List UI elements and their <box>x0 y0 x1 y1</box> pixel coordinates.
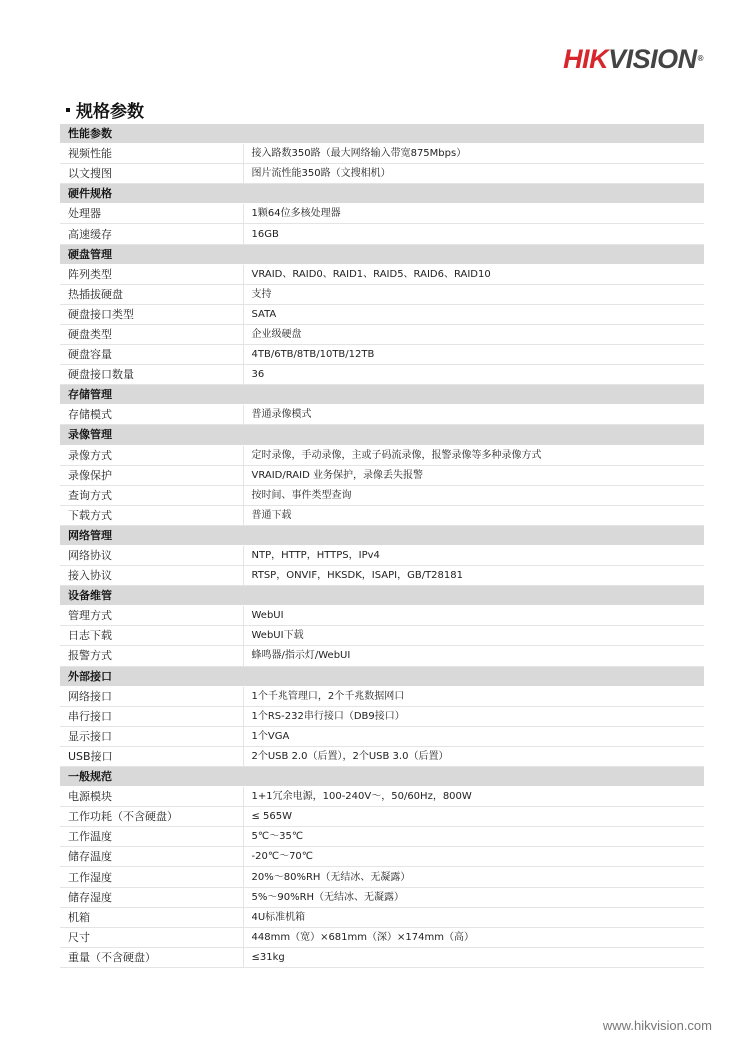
spec-label: 以文搜图 <box>60 164 243 184</box>
spec-row <box>60 365 704 385</box>
spec-group-title: 外部接口 <box>60 666 704 686</box>
spec-value: ≤31kg <box>243 947 704 967</box>
spec-row <box>60 827 704 847</box>
spec-row <box>60 345 704 365</box>
spec-group-header <box>60 184 704 204</box>
spec-row <box>60 807 704 827</box>
spec-value: 图片流性能350路（文搜相机） <box>243 164 704 184</box>
spec-row <box>60 686 704 706</box>
spec-label: 电源模块 <box>60 787 243 807</box>
spec-table-body <box>60 124 704 967</box>
spec-value: 5℃～35℃ <box>243 827 704 847</box>
spec-group-title: 性能参数 <box>60 124 704 144</box>
spec-label: 储存湿度 <box>60 887 243 907</box>
spec-label: 报警方式 <box>60 646 243 666</box>
spec-label: 接入协议 <box>60 566 243 586</box>
spec-value: 按时间、事件类型查询 <box>243 485 704 505</box>
spec-group-title: 设备维管 <box>60 586 704 606</box>
spec-group-title: 录像管理 <box>60 425 704 445</box>
spec-row <box>60 626 704 646</box>
spec-value: 1个千兆管理口，2个千兆数据网口 <box>243 686 704 706</box>
spec-row <box>60 164 704 184</box>
spec-label: 串行接口 <box>60 706 243 726</box>
spec-row <box>60 465 704 485</box>
spec-value: 企业级硬盘 <box>243 324 704 344</box>
spec-row <box>60 224 704 244</box>
spec-row <box>60 706 704 726</box>
spec-label: 阵列类型 <box>60 264 243 284</box>
spec-group-header <box>60 586 704 606</box>
spec-value: 接入路数350路（最大网络输入带宽875Mbps） <box>243 144 704 164</box>
spec-value: WebUI下载 <box>243 626 704 646</box>
spec-label: 储存温度 <box>60 847 243 867</box>
spec-group-title: 硬盘管理 <box>60 244 704 264</box>
spec-row <box>60 264 704 284</box>
spec-group-header <box>60 767 704 787</box>
spec-row <box>60 847 704 867</box>
spec-row <box>60 726 704 746</box>
spec-value: 448mm（宽）×681mm（深）×174mm（高） <box>243 927 704 947</box>
spec-label: 网络协议 <box>60 545 243 565</box>
spec-value: 1+1冗余电源，100-240V～，50/60Hz，800W <box>243 787 704 807</box>
spec-label: 工作温度 <box>60 827 243 847</box>
logo-red-text: HIK <box>563 44 609 74</box>
spec-group-header <box>60 525 704 545</box>
spec-row <box>60 405 704 425</box>
spec-row <box>60 545 704 565</box>
bullet-icon <box>66 108 70 112</box>
spec-group-title: 一般规范 <box>60 767 704 787</box>
section-title-text: 规格参数 <box>76 102 144 122</box>
spec-value: 36 <box>243 365 704 385</box>
spec-group-header <box>60 124 704 144</box>
spec-label: 录像保护 <box>60 465 243 485</box>
spec-label: 硬盘容量 <box>60 345 243 365</box>
spec-row <box>60 144 704 164</box>
spec-row <box>60 304 704 324</box>
spec-label: 显示接口 <box>60 726 243 746</box>
spec-row <box>60 907 704 927</box>
spec-value: SATA <box>243 304 704 324</box>
spec-value: 1颗64位多核处理器 <box>243 204 704 224</box>
spec-row <box>60 887 704 907</box>
spec-value: 4U标准机箱 <box>243 907 704 927</box>
spec-label: 录像方式 <box>60 445 243 465</box>
logo-gray-text: VISION <box>608 44 697 74</box>
spec-value: 普通录像模式 <box>243 405 704 425</box>
spec-label: 硬盘类型 <box>60 324 243 344</box>
spec-row <box>60 947 704 967</box>
spec-row <box>60 606 704 626</box>
spec-row <box>60 204 704 224</box>
spec-label: 日志下载 <box>60 626 243 646</box>
spec-group-title: 存储管理 <box>60 385 704 405</box>
spec-row <box>60 505 704 525</box>
spec-group-header <box>60 666 704 686</box>
spec-label: 机箱 <box>60 907 243 927</box>
spec-value: 定时录像，手动录像，主或子码流录像，报警录像等多种录像方式 <box>243 445 704 465</box>
spec-label: 硬盘接口类型 <box>60 304 243 324</box>
spec-row <box>60 566 704 586</box>
spec-row <box>60 324 704 344</box>
spec-row <box>60 646 704 666</box>
hikvision-logo <box>563 44 703 74</box>
spec-label: 工作湿度 <box>60 867 243 887</box>
spec-value: ≤ 565W <box>243 807 704 827</box>
spec-value: 2个USB 2.0（后置），2个USB 3.0（后置） <box>243 746 704 766</box>
spec-value: 5%～90%RH（无结冰、无凝露） <box>243 887 704 907</box>
spec-value: WebUI <box>243 606 704 626</box>
spec-label: 查询方式 <box>60 485 243 505</box>
spec-group-title: 网络管理 <box>60 525 704 545</box>
spec-value: RTSP，ONVIF，HKSDK，ISAPI，GB/T28181 <box>243 566 704 586</box>
spec-value: 普通下载 <box>243 505 704 525</box>
spec-value: 1个RS-232串行接口（DB9接口） <box>243 706 704 726</box>
spec-value: 4TB/6TB/8TB/10TB/12TB <box>243 345 704 365</box>
spec-label: 处理器 <box>60 204 243 224</box>
spec-label: 网络接口 <box>60 686 243 706</box>
spec-row <box>60 445 704 465</box>
spec-label: 下载方式 <box>60 505 243 525</box>
spec-value: VRAID、RAID0、RAID1、RAID5、RAID6、RAID10 <box>243 264 704 284</box>
spec-label: 硬盘接口数量 <box>60 365 243 385</box>
logo-reg-mark: ® <box>697 54 703 63</box>
spec-group-title: 硬件规格 <box>60 184 704 204</box>
spec-row <box>60 867 704 887</box>
spec-label: USB接口 <box>60 746 243 766</box>
spec-group-header <box>60 385 704 405</box>
spec-label: 视频性能 <box>60 144 243 164</box>
spec-value: NTP，HTTP，HTTPS，IPv4 <box>243 545 704 565</box>
spec-value: -20℃～70℃ <box>243 847 704 867</box>
spec-value: 支持 <box>243 284 704 304</box>
spec-label: 管理方式 <box>60 606 243 626</box>
spec-label: 高速缓存 <box>60 224 243 244</box>
spec-row <box>60 485 704 505</box>
spec-value: 20%～80%RH（无结冰、无凝露） <box>243 867 704 887</box>
spec-label: 重量（不含硬盘） <box>60 947 243 967</box>
spec-group-header <box>60 244 704 264</box>
spec-value: 1个VGA <box>243 726 704 746</box>
section-title <box>66 100 144 124</box>
spec-value: 16GB <box>243 224 704 244</box>
spec-label: 存储模式 <box>60 405 243 425</box>
spec-label: 尺寸 <box>60 927 243 947</box>
spec-value: 蜂鸣器/指示灯/WebUI <box>243 646 704 666</box>
spec-label: 工作功耗（不含硬盘） <box>60 807 243 827</box>
spec-row <box>60 746 704 766</box>
spec-group-header <box>60 425 704 445</box>
spec-table <box>60 124 704 968</box>
spec-row <box>60 787 704 807</box>
spec-row <box>60 284 704 304</box>
spec-row <box>60 927 704 947</box>
spec-value: VRAID/RAID 业务保护，录像丢失报警 <box>243 465 704 485</box>
footer-url: www.hikvision.com <box>602 1018 712 1033</box>
spec-label: 热插拔硬盘 <box>60 284 243 304</box>
